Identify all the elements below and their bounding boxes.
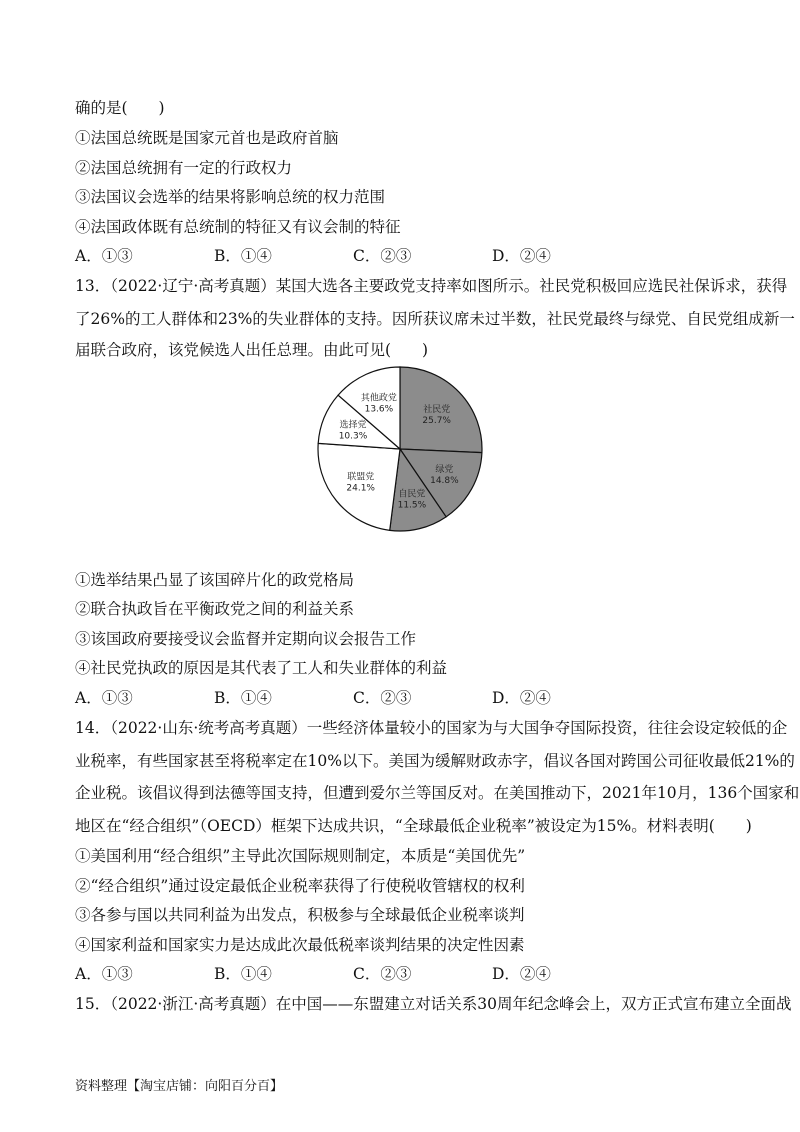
q13-item-4: ④社民党执政的原因是其代表了工人和失业群体的利益 [75, 659, 448, 677]
q12-item-1: ①法国总统既是国家元首也是政府首脑 [75, 129, 339, 147]
pie-slice-label: 社民党 [423, 404, 451, 415]
pie-slice-label: 绿党 [435, 464, 454, 475]
q14-item-3: ③各参与国以共同利益为出发点，积极参与全球最低企业税率谈判 [75, 906, 525, 924]
q13-option-c: C．②③ [353, 689, 412, 707]
q12-item-2: ②法国总统拥有一定的行政权力 [75, 159, 293, 177]
pie-slice-value: 14.8% [430, 475, 459, 486]
pie-slice-label: 选择党 [339, 420, 367, 431]
q15-line-1: 15．（2022·浙江·高考真题）在中国——东盟建立对话关系30周年纪念峰会上，双方正式宣布建立全面战 [75, 995, 792, 1013]
q12-option-c: C．②③ [353, 247, 412, 265]
q12-item-4: ④法国政体既有总统制的特征又有议会制的特征 [75, 218, 401, 236]
q14-options [75, 964, 735, 984]
pie-slice-value: 25.7% [422, 415, 451, 426]
pie-slice-value: 13.6% [364, 404, 394, 415]
q13-line-2: 了26%的工人群体和23%的失业群体的支持。因所获议席未过半数，社民党最终与绿党、自民党组成新一 [75, 310, 795, 328]
q12-option-a: A．①③ [75, 247, 133, 265]
q14-item-1: ①美国利用“经合组织”主导此次国际规则制定，本质是“美国优先” [75, 847, 526, 865]
q13-option-a: A．①③ [75, 689, 133, 707]
q14-option-a: A．①③ [75, 965, 133, 983]
pie-slice-label: 自民党 [398, 489, 426, 500]
pie-slice-value: 24.1% [346, 483, 375, 494]
q14-option-d: D．②④ [492, 965, 551, 983]
q13-option-b: B．①④ [214, 689, 272, 707]
q13-line-3: 届联合政府，该党候选人出任总理。由此可见( ) [75, 341, 429, 359]
page-footer: 资料整理【淘宝店铺：向阳百分百】 [75, 1079, 284, 1094]
q12-item-3: ③法国议会选举的结果将影响总统的权力范围 [75, 188, 386, 206]
q14-line-2: 业税率，有些国家甚至将税率定在10%以下。美国为缓解财政赤字，倡议各国对跨国公司征收最低21%的 [75, 752, 795, 770]
pie-slice-value: 11.5% [397, 500, 427, 511]
q14-item-4: ④国家利益和国家实力是达成此次最低税率谈判结果的决定性因素 [75, 936, 525, 954]
q13-line-1: 13．（2022·辽宁·高考真题）某国大选各主要政党支持率如图所示。社民党积极回应选民社保诉求，获得 [75, 277, 788, 295]
q12-options [75, 246, 735, 266]
pie-slice-value: 10.3% [338, 431, 368, 442]
q14-line-4: 地区在“经合组织”（OECD）框架下达成共识，“全球最低企业税率”被设定为15%。材料表明( ) [75, 817, 752, 835]
q13-option-d: D．②④ [492, 689, 551, 707]
q12-option-b: B．①④ [214, 247, 272, 265]
q14-item-2: ②“经合组织”通过设定最低企业税率获得了行使税收管辖权的权利 [75, 877, 525, 895]
q13-item-3: ③该国政府要接受议会监督并定期向议会报告工作 [75, 630, 417, 648]
party-support-pie-chart [300, 358, 500, 538]
q12-stem-tail: 确的是( ) [75, 99, 165, 117]
q13-item-2: ②联合执政旨在平衡政党之间的利益关系 [75, 600, 355, 618]
q12-option-d: D．②④ [492, 247, 551, 265]
pie-slice-label: 联盟党 [347, 472, 375, 483]
q13-options [75, 688, 735, 708]
pie-slice-label: 其他政党 [360, 393, 397, 404]
q14-line-3: 企业税。该倡议得到法德等国支持，但遭到爱尔兰等国反对。在美国推动下，2021年10月，136个国家和 [75, 784, 800, 802]
q14-option-b: B．①④ [214, 965, 272, 983]
q14-option-c: C．②③ [353, 965, 412, 983]
q14-line-1: 14．（2022·山东·统考高考真题）一些经济体量较小的国家为与大国争夺国际投资，往往会设定较低的企 [75, 719, 788, 737]
q13-item-1: ①选举结果凸显了该国碎片化的政党格局 [75, 571, 355, 589]
